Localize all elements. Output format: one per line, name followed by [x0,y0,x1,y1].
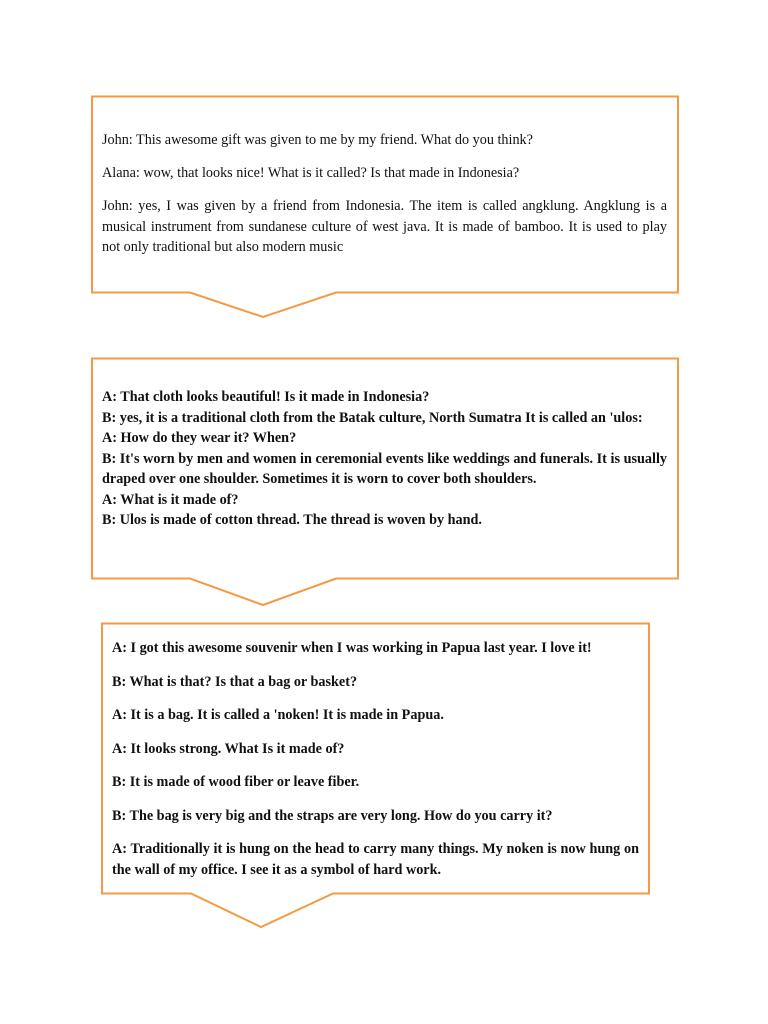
dialogue-line: B: The bag is very big and the straps are very long. How do you carry it? [112,807,553,824]
dialogue-line: A: That cloth looks beautiful! Is it made in Indonesia? [102,389,430,405]
dialogue-line: John: This awesome gift was given to me by my friend. What do you think? [102,132,533,148]
dialogue-line: B: yes, it is a traditional cloth from the Batak culture, North Sumatra It is called an 'ulos: [102,409,643,426]
dialogue-line: A: What is it made of? [102,491,239,508]
callout-3-text [112,638,639,880]
dialogue-line: B: Ulos is made of cotton thread. The thread is woven by hand. [102,512,482,528]
dialogue-line: A: It looks strong. What Is it made of? [112,740,345,757]
dialogue-line: John: yes, I was given by a friend from Indonesia. The item is called angklung. Angklung is a musical instrument from sundanese culture of west java. It is made of bamboo. It is used to play not only traditional but also modern music [102,198,667,255]
dialogue-line: Alana: wow, that looks nice! What is it called? Is that made in Indonesia? [102,165,520,181]
dialogue-line: A: Traditionally it is hung on the head to carry many things. My noken is now hung on the wall of my office. I see it as a symbol of hard work. [112,841,639,878]
dialogue-line: B: What is that? Is that a bag or basket? [112,673,358,690]
dialogue-line: A: It is a bag. It is called a 'noken! It is made in Papua. [112,707,444,723]
dialogue-line: A: How do they wear it? When? [102,430,297,446]
dialogue-line: B: It's worn by men and women in ceremonial events like weddings and funerals. It is usually draped over one shoulder. Sometimes it is worn to cover both shoulders. [102,450,667,487]
dialogue-line: A: I got this awesome souvenir when I was working in Papua last year. I love it! [112,640,592,656]
dialogue-line: B: It is made of wood fiber or leave fiber. [112,774,360,790]
